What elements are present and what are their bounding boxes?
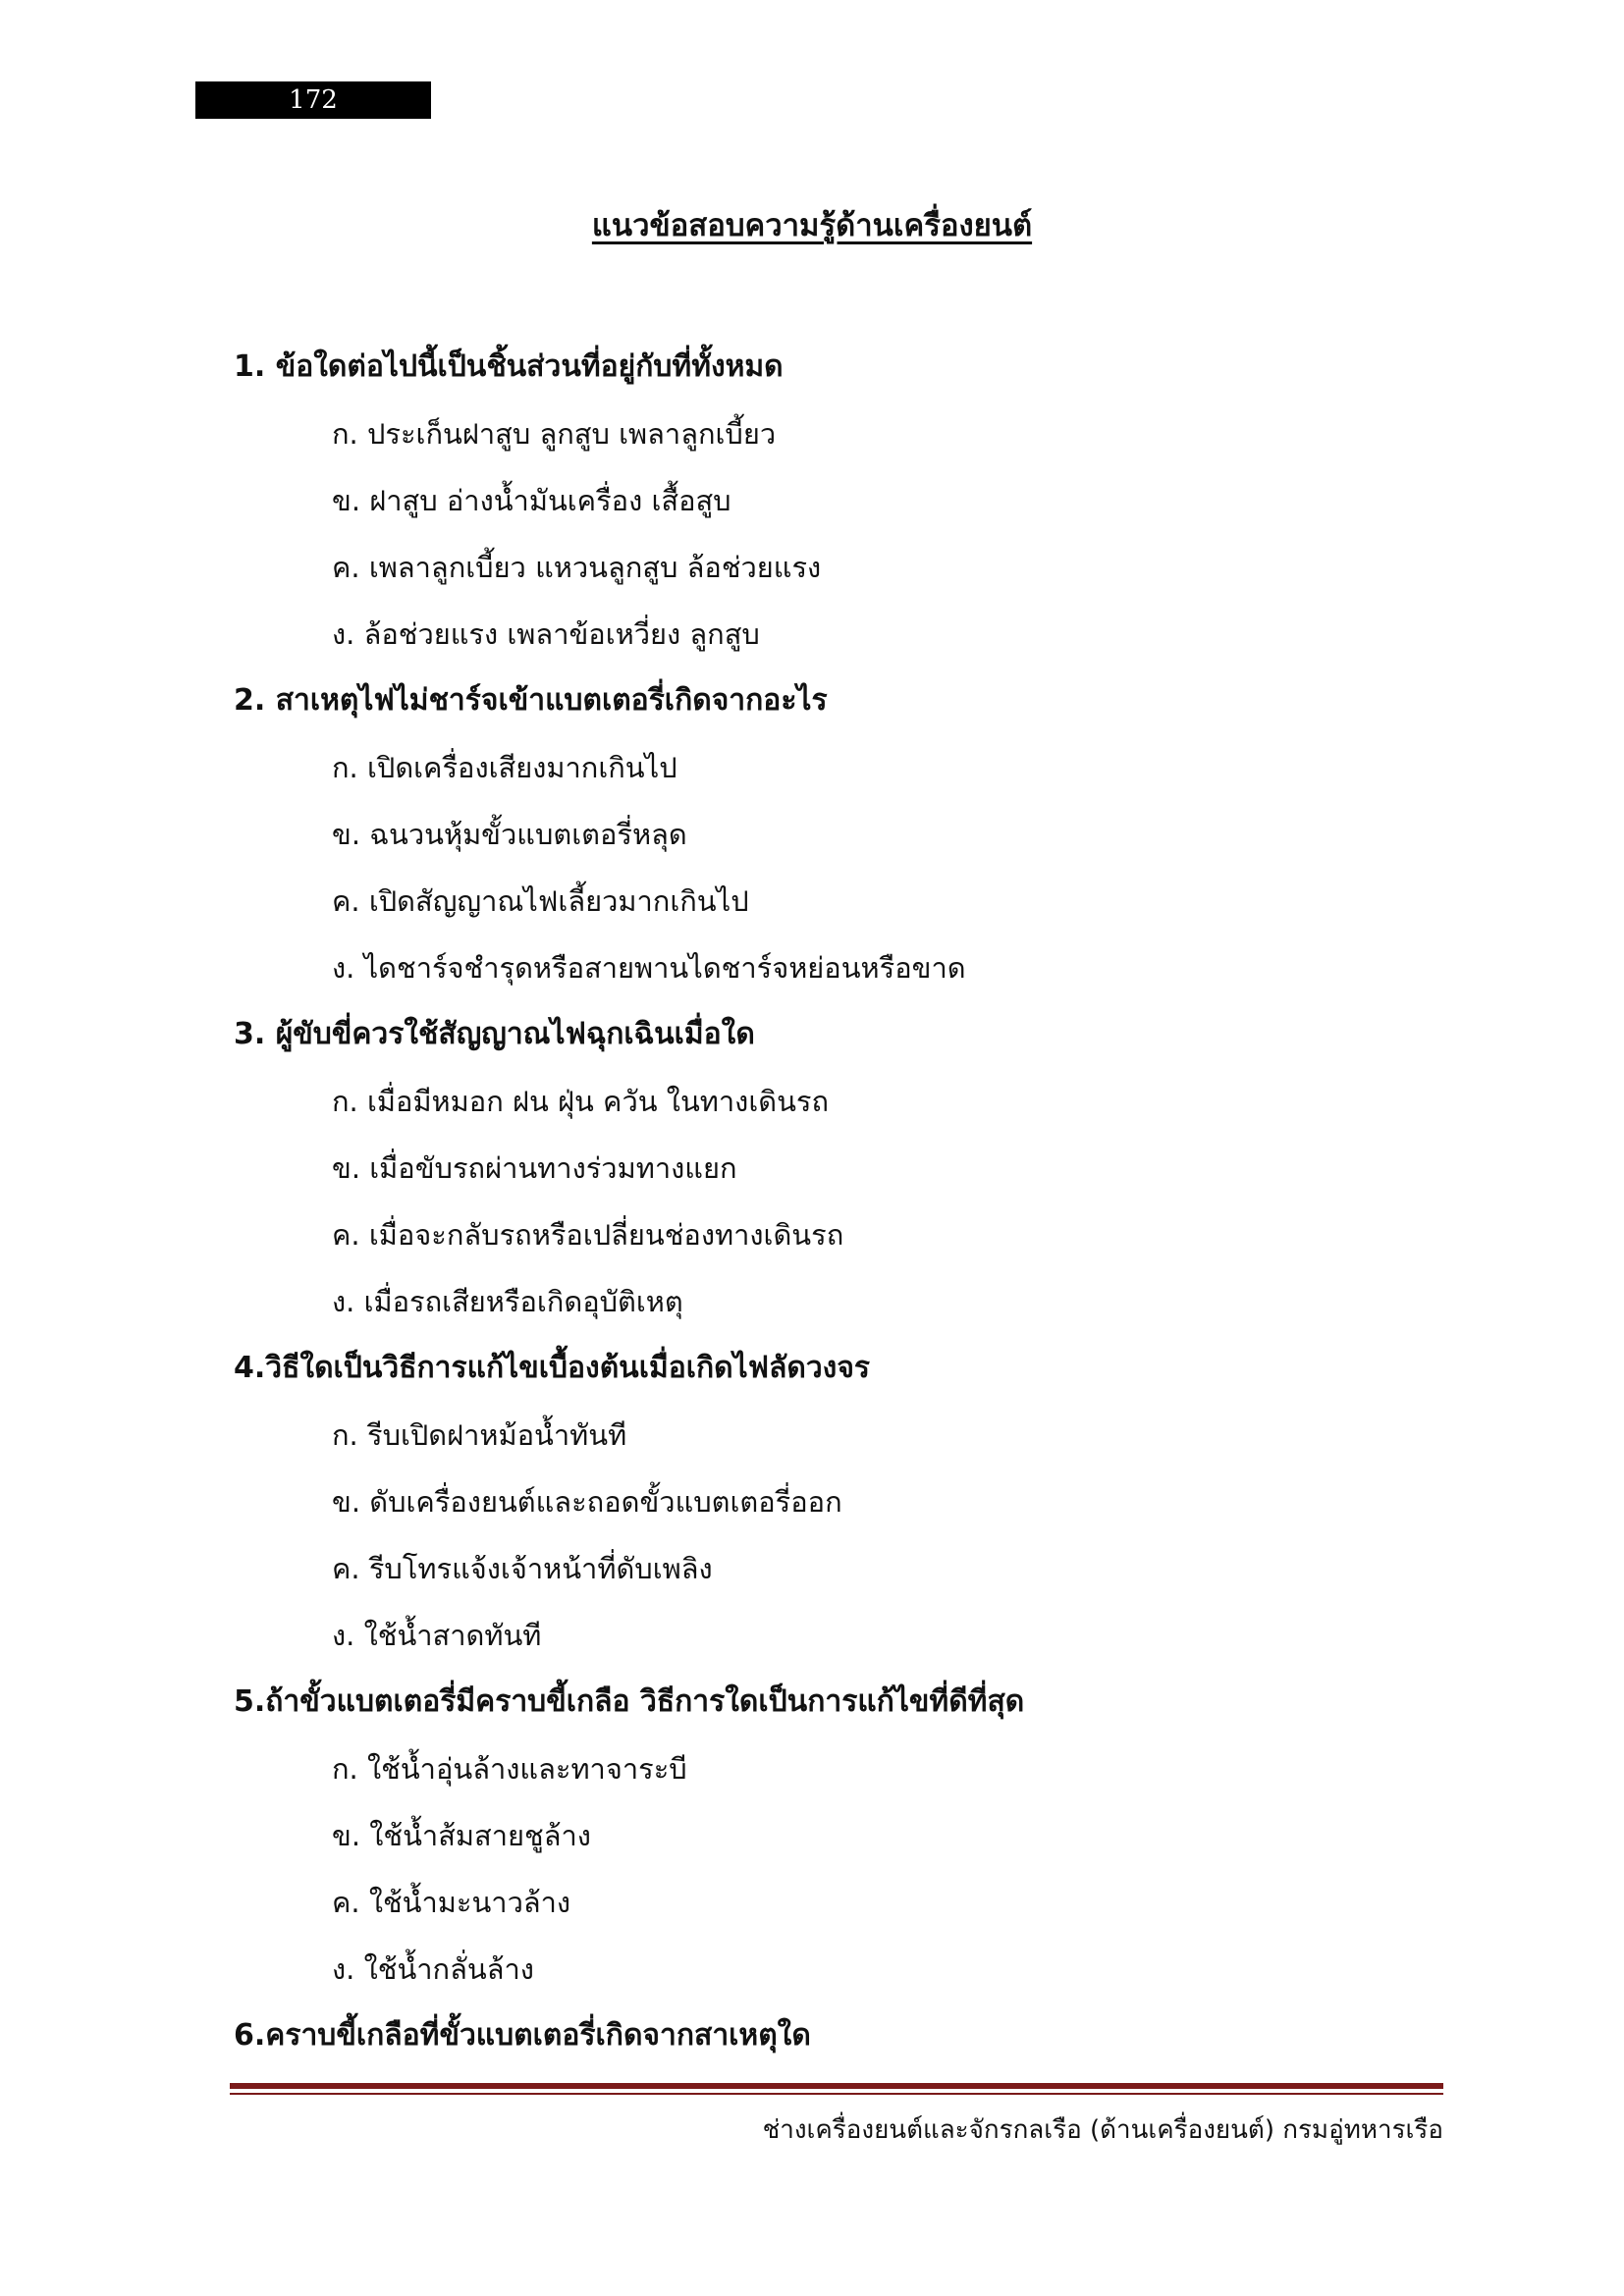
question-2-choice-c: ค. เปิดสัญญาณไฟเลี้ยวมากเกินไป — [332, 884, 749, 918]
question-3-choice-c: ค. เมื่อจะกลับรถหรือเปลี่ยนช่องทางเดินรถ — [332, 1218, 844, 1252]
question-5-choice-c: ค. ใช้น้ำมะนาวล้าง — [332, 1886, 571, 1919]
question-4-choice-a: ก. รีบเปิดฝาหม้อน้ำทันที — [332, 1418, 627, 1452]
question-1-choice-d: ง. ล้อช่วยแรง เพลาข้อเหวี่ยง ลูกสูบ — [332, 617, 760, 651]
question-6 — [234, 2002, 1490, 2069]
question-1-choice-c: ค. เพลาลูกเบี้ยว แหวนลูกสูบ ล้อช่วยแรง — [332, 551, 822, 584]
question-2 — [234, 667, 1490, 1001]
question-4-text: 4.วิธีใดเป็นวิธีการแก้ไขเบื้องต้นเมื่อเกิดไฟลัดวงจร — [234, 1351, 871, 1385]
question-6-text: 6.คราบขี้เกลือที่ขั้วแบตเตอรี่เกิดจากสาเหตุใด — [234, 2018, 811, 2053]
question-4 — [234, 1335, 1490, 1669]
footer-divider-thick — [230, 2083, 1443, 2089]
question-1-choice-b: ข. ฝาสูบ อ่างน้ำมันเครื่อง เสื้อสูบ — [332, 484, 731, 517]
question-4-choice-b: ข. ดับเครื่องยนต์และถอดขั้วแบตเตอรี่ออก — [332, 1485, 842, 1519]
page-number-bar — [195, 81, 431, 119]
question-2-choice-b: ข. ฉนวนหุ้มขั้วแบตเตอรี่หลุด — [332, 818, 687, 851]
footer-text: ช่างเครื่องยนต์และจักรกลเรือ (ด้านเครื่องยนต์) กรมอู่ทหารเรือ — [762, 2115, 1443, 2145]
question-3-choice-b: ข. เมื่อขับรถผ่านทางร่วมทางแยก — [332, 1151, 737, 1185]
document-title: แนวข้อสอบความรู้ด้านเครื่องยนต์ — [591, 208, 1033, 243]
question-3-choice-a: ก. เมื่อมีหมอก ฝน ฝุ่น ควัน ในทางเดินรถ — [332, 1085, 830, 1118]
question-1-text: 1. ข้อใดต่อไปนี้เป็นชิ้นส่วนที่อยู่กับที่ทั้งหมด — [234, 349, 784, 384]
question-4-choice-d: ง. ใช้น้ำสาดทันที — [332, 1619, 542, 1652]
question-list — [234, 334, 1490, 2069]
question-5-text: 5.ถ้าขั้วแบตเตอรี่มีคราบขี้เกลือ วิธีการใดเป็นการแก้ไขที่ดีที่สุด — [234, 1684, 1025, 1719]
footer-divider-thin — [230, 2093, 1443, 2095]
question-3-text: 3. ผู้ขับขี่ควรใช้สัญญาณไฟฉุกเฉินเมื่อใด — [234, 1017, 755, 1051]
page-number: 172 — [289, 85, 338, 115]
question-5-choice-d: ง. ใช้น้ำกลั่นล้าง — [332, 1952, 534, 1986]
question-2-choice-d: ง. ไดชาร์จชำรุดหรือสายพานไดชาร์จหย่อนหรือขาด — [332, 951, 966, 985]
question-1-choice-a: ก. ประเก็นฝาสูบ ลูกสูบ เพลาลูกเบี้ยว — [332, 417, 777, 451]
question-4-choice-c: ค. รีบโทรแจ้งเจ้าหน้าที่ดับเพลิง — [332, 1552, 713, 1585]
question-2-text: 2. สาเหตุไฟไม่ชาร์จเข้าแบตเตอรี่เกิดจากอะไร — [234, 683, 828, 718]
question-5-choice-a: ก. ใช้น้ำอุ่นล้างและทาจาระบี — [332, 1752, 687, 1786]
question-3-choice-d: ง. เมื่อรถเสียหรือเกิดอุบัติเหตุ — [332, 1285, 683, 1318]
question-3 — [234, 1001, 1490, 1335]
question-2-choice-a: ก. เปิดเครื่องเสียงมากเกินไป — [332, 751, 677, 784]
question-5-choice-b: ข. ใช้น้ำส้มสายชูล้าง — [332, 1819, 591, 1852]
question-5 — [234, 1669, 1490, 2002]
question-1 — [234, 334, 1490, 667]
